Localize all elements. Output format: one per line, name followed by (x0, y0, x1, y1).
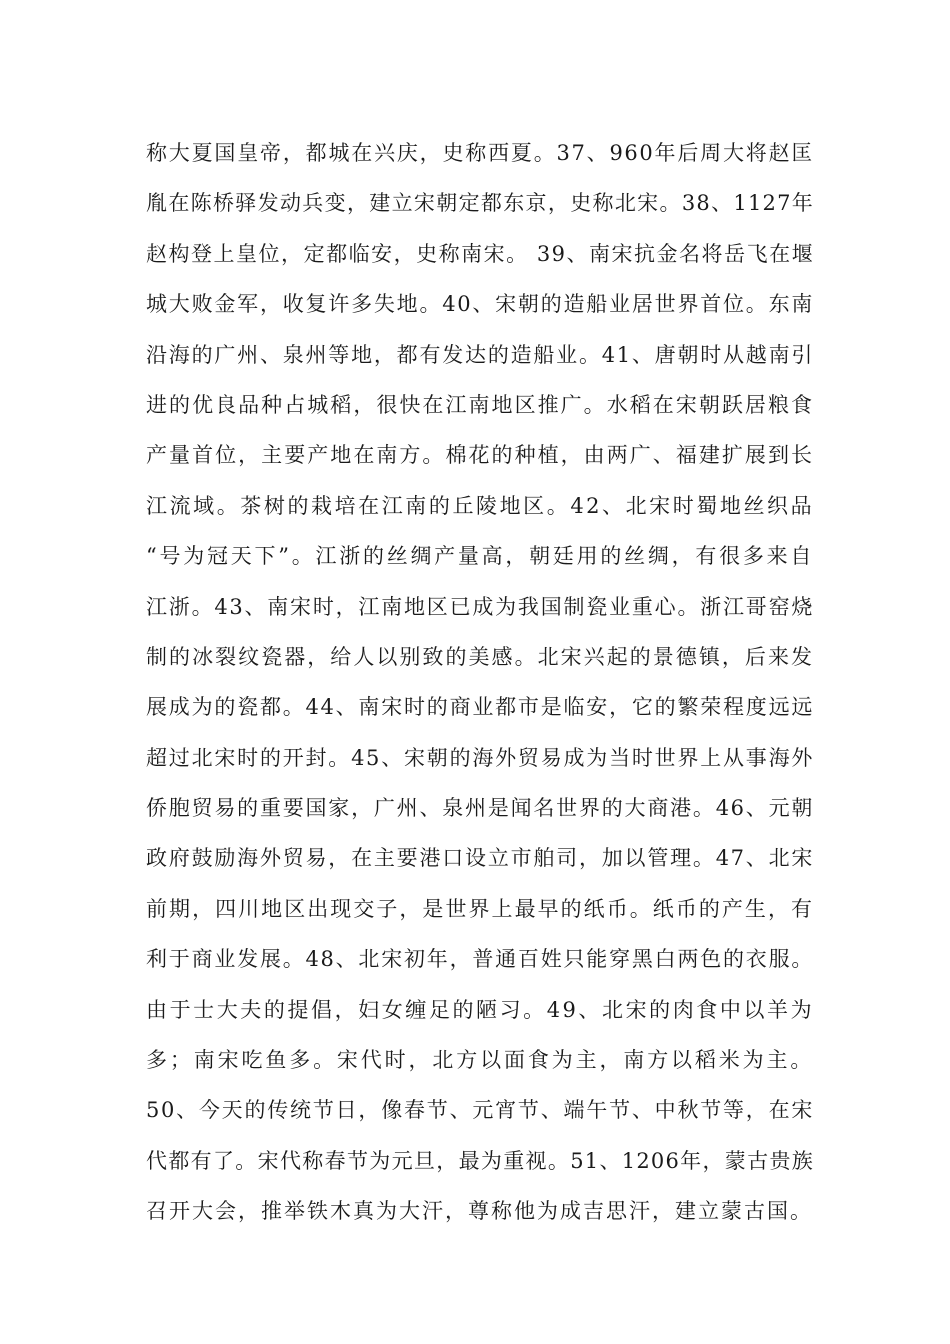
text-line-5: 沿海的广州、泉州等地，都有发达的造船业。41、唐朝时从越南引 (146, 342, 814, 367)
text-line-1: 称大夏国皇帝，都城在兴庆，史称西夏。37、960年后周大将赵匡 (146, 141, 814, 165)
text-line-17: 利于商业发展。48、北宋初年，普通百姓只能穿黑白两色的衣服。 (146, 947, 814, 972)
text-line-12: 展成为的瓷都。44、南宋时的商业都市是临安，它的繁荣程度远远 (146, 695, 814, 720)
text-line-9: “号为冠天下”。江浙的丝绸产量高，朝廷用的丝绸，有很多来自 (146, 544, 814, 569)
text-line-10: 江浙。43、南宋时，江南地区已成为我国制瓷业重心。浙江哥窑烧 (146, 594, 814, 619)
text-line-7: 产量首位，主要产地在南方。棉花的种植，由两广、福建扩展到长 (146, 443, 814, 468)
text-line-8: 江流域。茶树的栽培在江南的丘陵地区。42、北宋时蜀地丝织品 (146, 493, 814, 518)
text-line-6: 进的优良品种占城稻，很快在江南地区推广。水稻在宋朝跃居粮食 (146, 392, 814, 417)
text-line-2: 胤在陈桥驿发动兵变，建立宋朝定都东京，史称北宋。38、1127年 (146, 191, 814, 216)
text-line-18: 由于士大夫的提倡，妇女缠足的陋习。49、北宋的肉食中以羊为 (146, 997, 814, 1022)
text-line-16: 前期，四川地区出现交子，是世界上最早的纸币。纸币的产生，有 (146, 896, 814, 921)
text-line-11: 制的冰裂纹瓷器，给人以别致的美感。北宋兴起的景德镇，后来发 (146, 644, 814, 669)
text-line-14: 侨胞贸易的重要国家，广州、泉州是闻名世界的大商港。46、元朝 (146, 796, 814, 821)
text-line-13: 超过北宋时的开封。45、宋朝的海外贸易成为当时世界上从事海外 (146, 745, 814, 770)
text-line-22: 召开大会，推举铁木真为大汗，尊称他为成吉思汗，建立蒙古国。 (146, 1199, 813, 1224)
text-line-4: 城大败金军，收复许多失地。40、宋朝的造船业居世界首位。东南 (146, 292, 814, 317)
text-line-3: 赵构登上皇位，定都临安，史称南宋。 39、南宋抗金名将岳飞在堰 (146, 241, 814, 266)
text-line-21: 代都有了。宋代称春节为元旦，最为重视。51、1206年，蒙古贵族 (146, 1148, 814, 1173)
text-line-19: 多；南宋吃鱼多。宋代时，北方以面食为主，南方以稻米为主。 (146, 1048, 814, 1073)
body-text (146, 128, 814, 1237)
text-line-15: 政府鼓励海外贸易，在主要港口设立市舶司，加以管理。47、北宋 (146, 846, 814, 871)
text-line-20: 50、今天的传统节日，像春节、元宵节、端午节、中秋节等，在宋 (146, 1098, 814, 1123)
